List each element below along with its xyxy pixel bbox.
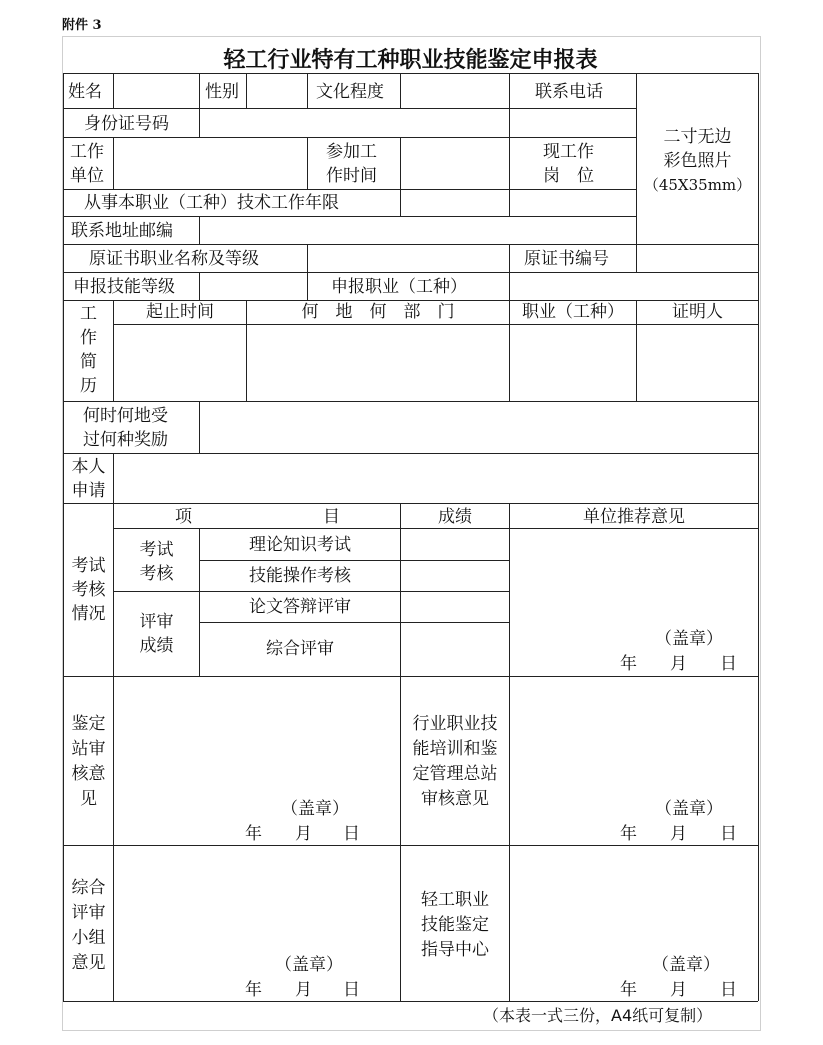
exam-col-item-b: 目 bbox=[323, 507, 340, 527]
awards-label-line1: 何时何地受 bbox=[83, 406, 168, 426]
panel-left-date-day: 日 bbox=[343, 980, 360, 1000]
address-label: 联系地址邮编 bbox=[71, 221, 173, 241]
gender-label: 性别 bbox=[205, 82, 239, 102]
footer-note: （本表一式三份，A4纸可复制） bbox=[483, 1006, 713, 1025]
exam-item-theory: 理论知识考试 bbox=[249, 535, 351, 555]
exam-group2-line1: 评审 bbox=[139, 612, 174, 632]
panel-side-2: 评审 bbox=[71, 903, 106, 923]
current-job-label-line1: 现工作 bbox=[543, 142, 594, 162]
panel-left-date-year: 年 bbox=[245, 980, 262, 1000]
self-apply-label-line1: 本人 bbox=[71, 457, 106, 477]
resume-col-period: 起止时间 bbox=[146, 302, 214, 322]
exam-side-3: 情况 bbox=[71, 604, 106, 624]
attachment-label: 附件 3 bbox=[62, 18, 102, 33]
panel-right-date-month: 月 bbox=[670, 980, 687, 1000]
work-start-label-line2: 作时间 bbox=[326, 166, 377, 186]
panel-right-date-year: 年 bbox=[620, 980, 637, 1000]
awards-label-line2: 过何种奖励 bbox=[83, 430, 168, 450]
station-left-date-year: 年 bbox=[245, 824, 262, 844]
exam-group1-line2: 考核 bbox=[139, 564, 174, 584]
exam-seal: （盖章） bbox=[655, 629, 723, 649]
photo-note-size: （45X35mm） bbox=[643, 176, 752, 194]
exam-side-2: 考核 bbox=[71, 580, 106, 600]
orig-cert-name-label: 原证书职业名称及等级 bbox=[89, 249, 259, 269]
panel-left-seal: （盖章） bbox=[275, 955, 343, 975]
panel-side-1: 综合 bbox=[71, 878, 106, 898]
apply-job-label: 申报职业（工种） bbox=[331, 277, 467, 297]
employer-label-line1: 工作 bbox=[70, 142, 104, 162]
exam-item-thesis: 论文答辩评审 bbox=[249, 597, 351, 617]
station-left-seal: （盖章） bbox=[281, 799, 349, 819]
orig-cert-number-label: 原证书编号 bbox=[524, 249, 609, 269]
station-right-date-year: 年 bbox=[620, 824, 637, 844]
panel-side-3: 小组 bbox=[71, 928, 106, 948]
resume-col-place: 何 地 何 部 门 bbox=[301, 302, 455, 322]
station-side-3: 核意 bbox=[71, 764, 106, 784]
exam-item-overall: 综合评审 bbox=[266, 639, 334, 659]
resume-side-char-1: 工 bbox=[80, 304, 97, 324]
apply-level-label: 申报技能等级 bbox=[73, 277, 175, 297]
station-mid-line2: 能培训和鉴 bbox=[412, 739, 498, 759]
station-mid-line1: 行业职业技 bbox=[412, 714, 498, 734]
station-mid-line4: 审核意见 bbox=[421, 789, 489, 809]
panel-side-4: 意见 bbox=[71, 953, 106, 973]
work-start-label-line1: 参加工 bbox=[326, 142, 377, 162]
current-job-label-line2: 岗 位 bbox=[543, 166, 594, 186]
employer-label-line2: 单位 bbox=[70, 166, 104, 186]
exam-col-score: 成绩 bbox=[438, 507, 472, 527]
station-side-2: 站审 bbox=[71, 739, 106, 759]
station-right-date-day: 日 bbox=[720, 824, 737, 844]
panel-left-date-month: 月 bbox=[295, 980, 312, 1000]
form-title: 轻工行业特有工种职业技能鉴定申报表 bbox=[223, 48, 598, 73]
exam-item-skill: 技能操作考核 bbox=[249, 566, 351, 586]
self-apply-label-line2: 申请 bbox=[71, 481, 106, 501]
phone-label: 联系电话 bbox=[535, 82, 603, 102]
resume-side-char-2: 作 bbox=[80, 328, 97, 348]
exam-date-year: 年 bbox=[620, 654, 637, 674]
resume-col-witness: 证明人 bbox=[672, 302, 723, 322]
exam-group2-line2: 成绩 bbox=[139, 636, 174, 656]
photo-note-line2: 彩色照片 bbox=[663, 151, 732, 171]
station-right-seal: （盖章） bbox=[655, 799, 723, 819]
panel-mid-line3: 指导中心 bbox=[421, 940, 489, 960]
exam-side-1: 考试 bbox=[71, 556, 106, 576]
panel-mid-line2: 技能鉴定 bbox=[421, 915, 489, 935]
photo-note-line1: 二寸无边 bbox=[663, 127, 732, 147]
exam-date-month: 月 bbox=[670, 654, 687, 674]
station-side-4: 见 bbox=[80, 789, 97, 809]
station-left-date-month: 月 bbox=[295, 824, 312, 844]
exam-group1-line1: 考试 bbox=[139, 540, 174, 560]
name-label: 姓名 bbox=[68, 82, 102, 102]
station-right-date-month: 月 bbox=[670, 824, 687, 844]
resume-side-char-3: 简 bbox=[80, 352, 97, 372]
exam-col-recommend: 单位推荐意见 bbox=[583, 507, 685, 527]
panel-mid-line1: 轻工职业 bbox=[421, 890, 489, 910]
resume-col-job: 职业（工种） bbox=[522, 302, 624, 322]
station-left-date-day: 日 bbox=[343, 824, 360, 844]
panel-right-date-day: 日 bbox=[720, 980, 737, 1000]
exam-col-item-a: 项 bbox=[175, 507, 192, 527]
education-label: 文化程度 bbox=[316, 82, 384, 102]
panel-right-seal: （盖章） bbox=[652, 955, 720, 975]
resume-side-char-4: 历 bbox=[80, 376, 97, 396]
work-years-label: 从事本职业（工种）技术工作年限 bbox=[84, 193, 339, 213]
exam-date-day: 日 bbox=[720, 654, 737, 674]
station-mid-line3: 定管理总站 bbox=[412, 764, 498, 784]
station-side-1: 鉴定 bbox=[71, 714, 106, 734]
id-number-label: 身份证号码 bbox=[84, 114, 169, 134]
